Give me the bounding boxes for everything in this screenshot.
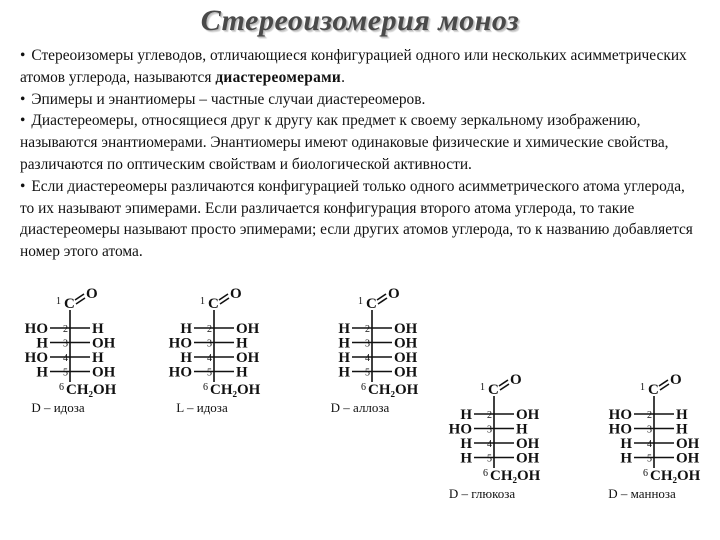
carbon-number: 5	[63, 367, 68, 379]
term-diastereomers: диастереомерами	[215, 68, 342, 86]
carbonyl-carbon: C	[208, 296, 219, 312]
right-substituent: H	[676, 421, 688, 438]
carbon-number: 4	[63, 353, 68, 364]
carbon-number: 2	[63, 324, 68, 335]
molecule-caption: D – аллоза	[330, 400, 390, 415]
paragraph-enantiomers	[20, 110, 702, 175]
molecule-caption: D – глюкоза	[448, 486, 516, 501]
bullet-marker: •	[20, 47, 26, 64]
right-substituent: OH	[516, 407, 540, 423]
terminal-group: CH₂OH	[650, 468, 701, 484]
molecule-caption: D – идоза	[31, 400, 85, 415]
bullet-marker: •	[20, 177, 26, 195]
carbon-number: 3	[365, 338, 370, 350]
carbon-number: 6	[59, 382, 64, 393]
right-substituent: H	[236, 364, 248, 381]
carbon-number: 2	[487, 410, 492, 421]
carbon-number: 1	[56, 296, 61, 307]
left-substituent: H	[460, 450, 472, 467]
carbon-number: 1	[640, 382, 645, 393]
right-substituent: OH	[676, 436, 700, 452]
carbon-number: 2	[647, 410, 652, 421]
left-substituent: H	[180, 321, 192, 337]
left-substituent: H	[338, 364, 350, 381]
paragraph-1-text: Стереоизомеры углеводов, отличающиеся конфигурацией одного или нескольких асимметрических атомов углерода, называются	[20, 47, 687, 86]
molecule-caption: D – манноза	[608, 486, 676, 501]
left-substituent: H	[620, 436, 632, 452]
left-substituent: HO	[448, 421, 472, 438]
right-substituent: OH	[676, 450, 700, 467]
carbonyl-oxygen: O	[86, 286, 98, 302]
carbon-number: 6	[643, 468, 648, 479]
left-substituent: HO	[24, 321, 48, 337]
left-substituent: H	[460, 436, 472, 452]
right-substituent: H	[236, 335, 248, 352]
paragraph-3-text: Диастереомеры, относящиеся друг к другу как предмет к своему зеркальному изображению, называются энантиомерами. Энантиомеры имеют одинаковые физические и химические свойства, различаются по оптическим свойствам и биологической активности.	[20, 112, 669, 173]
left-substituent: H	[36, 364, 48, 381]
left-substituent: HO	[608, 407, 632, 423]
carbon-number: 1	[480, 382, 485, 393]
carbonyl-carbon: C	[64, 296, 75, 312]
carbonyl-oxygen: O	[670, 372, 682, 388]
left-substituent: H	[460, 407, 472, 423]
terminal-group: CH₂OH	[210, 382, 261, 398]
left-substituent: HO	[168, 364, 192, 381]
carbon-number: 4	[365, 353, 370, 364]
carbon-number: 4	[207, 353, 212, 364]
left-substituent: H	[338, 321, 350, 337]
carbon-number: 5	[207, 367, 212, 379]
carbon-number: 6	[483, 468, 488, 479]
right-substituent: OH	[394, 364, 418, 381]
carbon-number: 6	[361, 382, 366, 393]
fischer-d-allose	[318, 284, 428, 416]
left-substituent: H	[36, 335, 48, 352]
bullet-marker: •	[20, 112, 26, 130]
carbon-number: 2	[365, 324, 370, 335]
paragraph-diastereomers	[20, 45, 702, 89]
fischer-d-glucose	[440, 370, 550, 512]
terminal-group: CH₂OH	[66, 382, 117, 398]
left-substituent: H	[338, 350, 350, 366]
body-text	[20, 45, 702, 263]
carbon-number: 5	[487, 453, 492, 465]
right-substituent: H	[92, 350, 104, 366]
right-substituent: OH	[516, 436, 540, 452]
fischer-d-mannose	[600, 370, 710, 512]
terminal-group: CH₂OH	[368, 382, 419, 398]
right-substituent: OH	[516, 450, 540, 467]
slide-title: Стереоизомерия моноз	[200, 4, 520, 37]
carbon-number: 1	[358, 296, 363, 307]
terminal-group: CH₂OH	[490, 468, 541, 484]
carbon-number: 5	[647, 453, 652, 465]
left-substituent: H	[620, 450, 632, 467]
carbon-number: 3	[647, 424, 652, 436]
right-substituent: OH	[92, 335, 116, 352]
carbon-number: 3	[63, 338, 68, 350]
paragraph-epimers	[20, 176, 702, 263]
bullet-marker: •	[20, 90, 26, 108]
left-substituent: H	[180, 350, 192, 366]
carbonyl-carbon: C	[366, 296, 377, 312]
carbon-number: 4	[487, 439, 492, 450]
right-substituent: H	[676, 407, 688, 423]
right-substituent: OH	[394, 335, 418, 352]
left-substituent: HO	[24, 350, 48, 366]
paragraph-epimers-enantiomers	[20, 89, 702, 111]
left-substituent: HO	[608, 421, 632, 438]
carbon-number: 3	[487, 424, 492, 436]
right-substituent: OH	[394, 350, 418, 366]
carbon-number: 5	[365, 367, 370, 379]
fischer-l-idose	[160, 284, 270, 416]
carbon-number: 1	[200, 296, 205, 307]
right-substituent: H	[92, 321, 104, 337]
right-substituent: OH	[236, 350, 260, 366]
carbonyl-carbon: C	[648, 382, 659, 398]
carbon-number: 4	[647, 439, 652, 450]
right-substituent: OH	[92, 364, 116, 381]
molecule-caption: L – идоза	[176, 400, 228, 415]
carbon-number: 3	[207, 338, 212, 350]
paragraph-1-end: .	[341, 68, 345, 86]
carbonyl-oxygen: O	[230, 286, 242, 302]
carbon-number: 2	[207, 324, 212, 335]
carbonyl-carbon: C	[488, 382, 499, 398]
paragraph-4-text: Если диастереомеры различаются конфигурацией только одного асимметрического атома углерода, то их называют эпимерами. Если различается конфигурация второго атома углерода, то такие диастереомеры называют просто эпимерами; если других атомов углерода, то к названию добавляется номер этого атома.	[20, 177, 693, 261]
right-substituent: OH	[394, 321, 418, 337]
right-substituent: H	[516, 421, 528, 438]
right-substituent: OH	[236, 321, 260, 337]
paragraph-2-text: Эпимеры и энантиомеры – частные случаи диастереомеров.	[31, 90, 426, 108]
carbonyl-oxygen: O	[510, 372, 522, 388]
carbon-number: 6	[203, 382, 208, 393]
fischer-d-idose	[16, 284, 126, 416]
left-substituent: HO	[168, 335, 192, 352]
left-substituent: H	[338, 335, 350, 352]
carbonyl-oxygen: O	[388, 286, 400, 302]
